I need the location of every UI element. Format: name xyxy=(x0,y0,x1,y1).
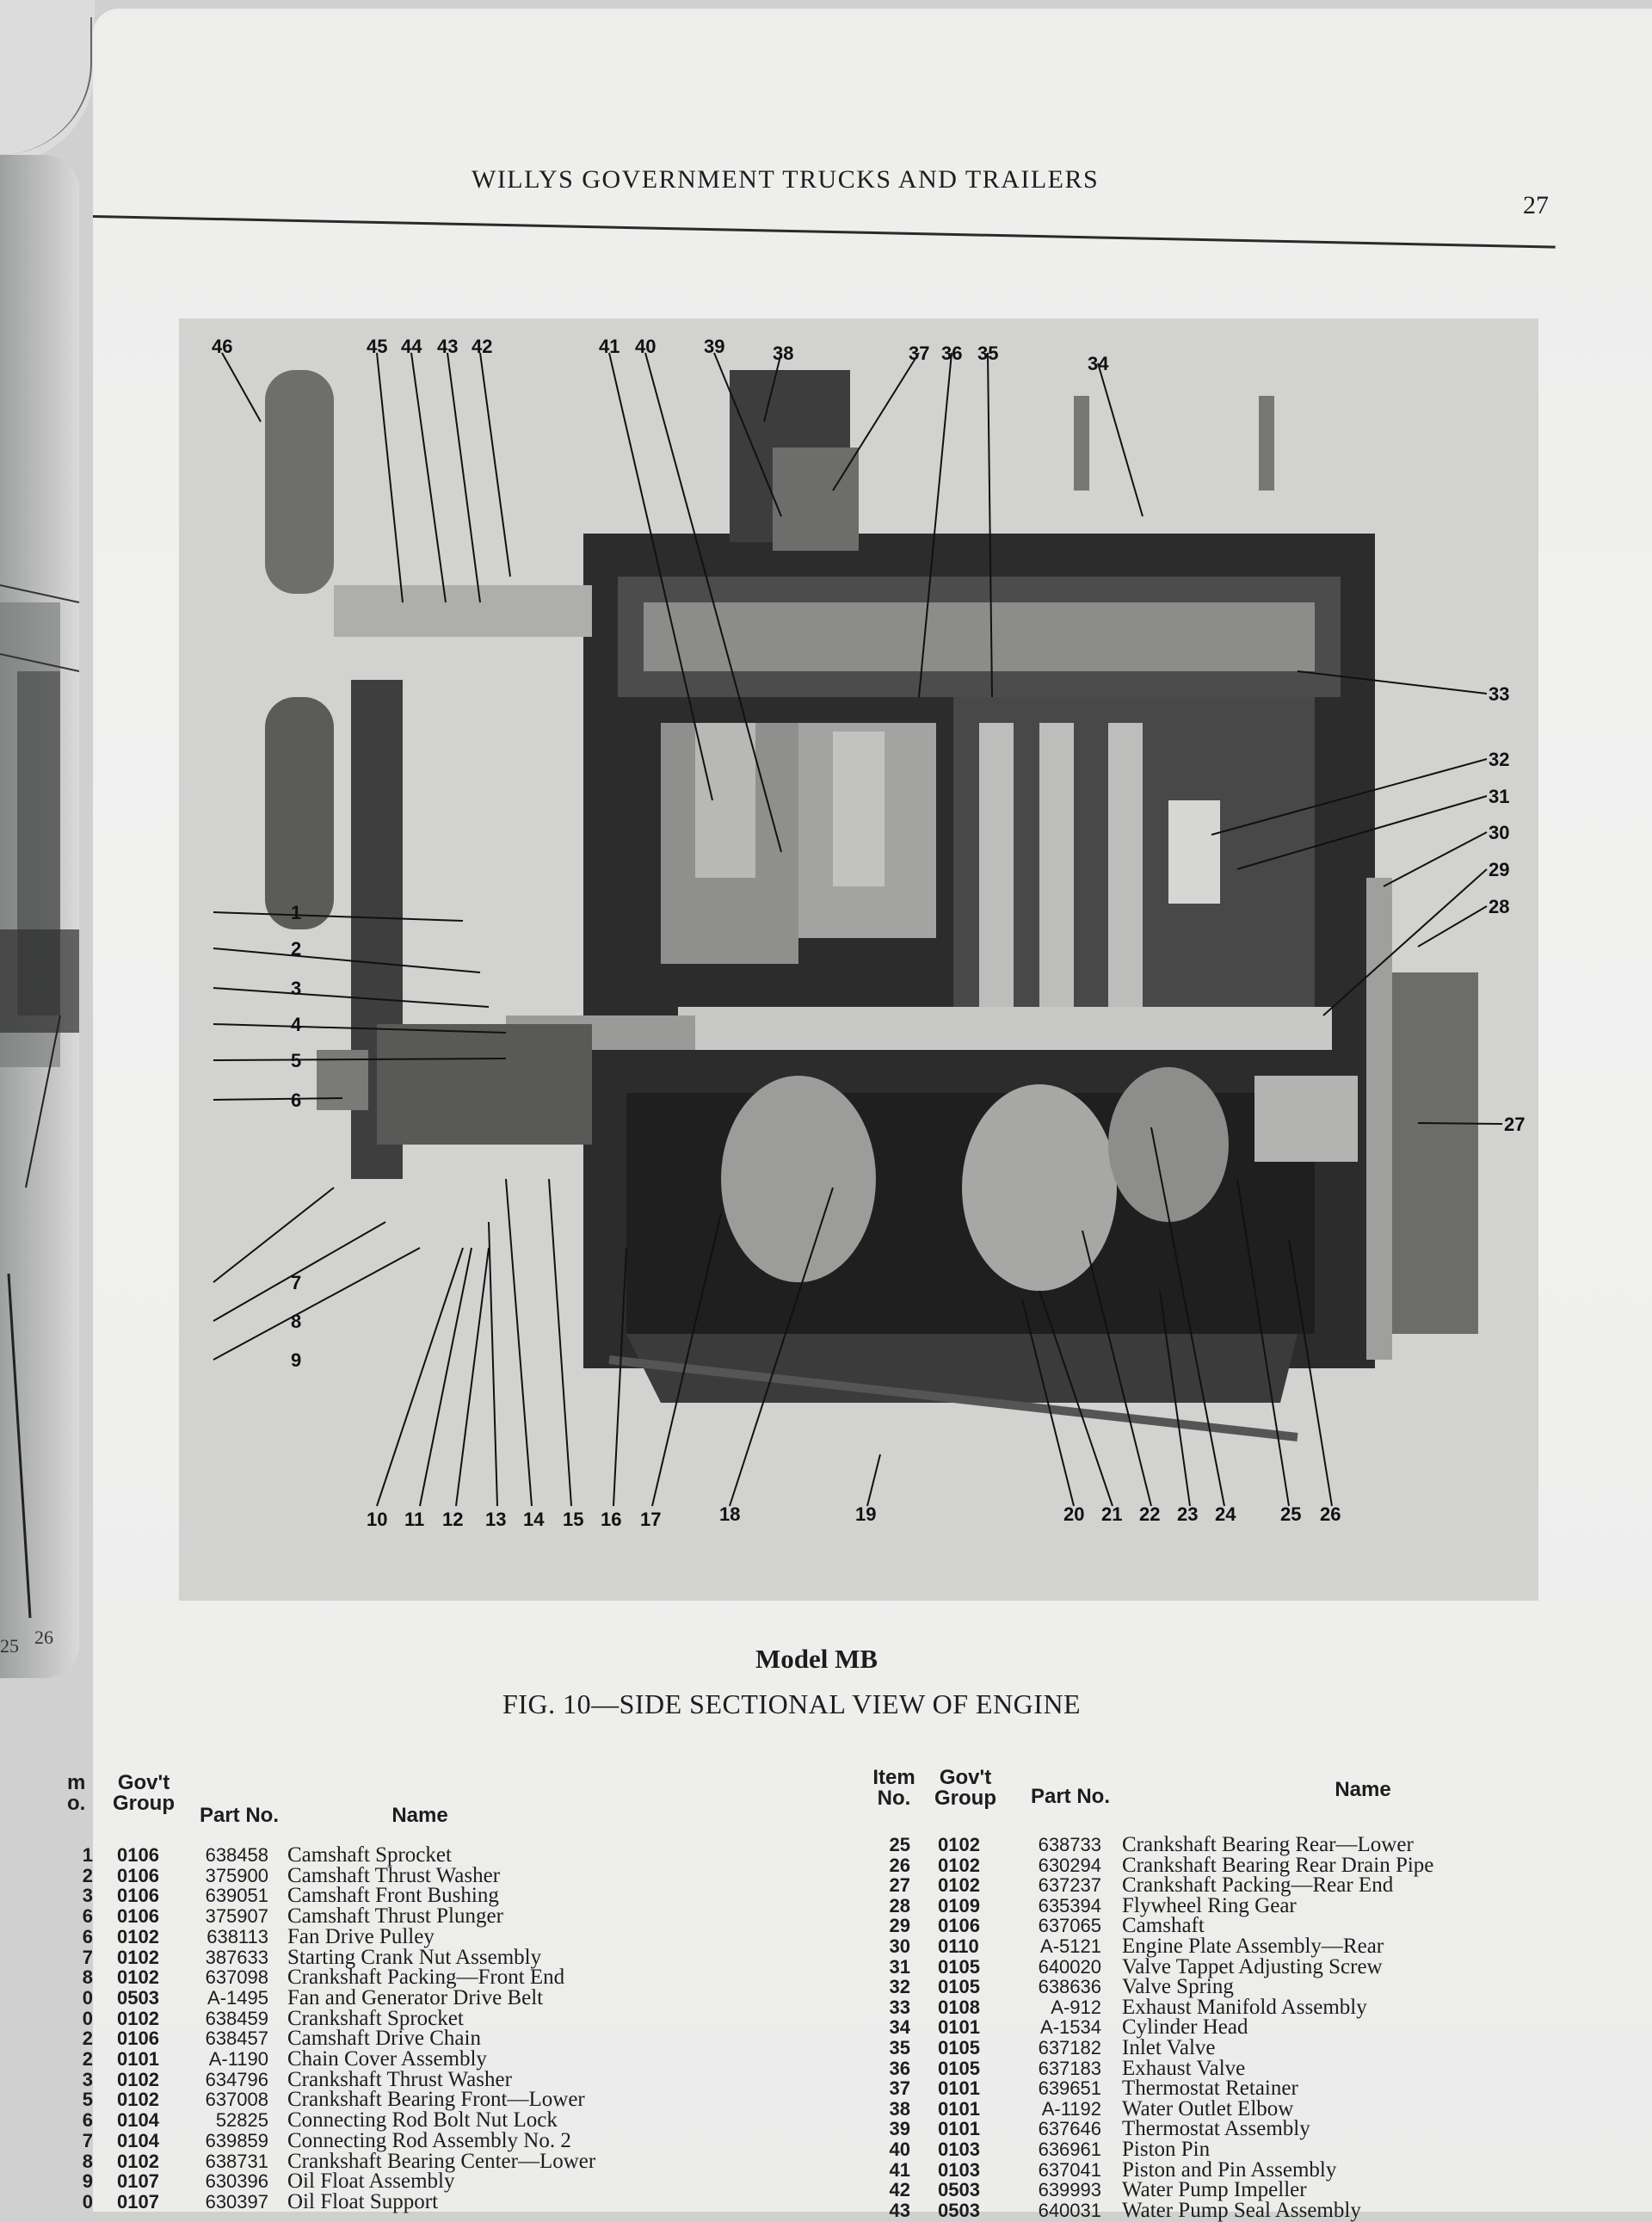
group-code: 0102 xyxy=(938,1874,980,1897)
part-number: 637065 xyxy=(1038,1915,1101,1937)
parts-table-right xyxy=(864,1766,1604,2222)
item-number: 38 xyxy=(889,2097,910,2120)
item-number: 31 xyxy=(889,1955,910,1978)
part-name: Camshaft Thrust Plunger xyxy=(287,1904,503,1929)
callout-label: 27 xyxy=(1504,1114,1526,1135)
group-code: 0101 xyxy=(938,2118,980,2140)
group-code: 0103 xyxy=(938,2139,980,2160)
group-code: 0106 xyxy=(938,1915,980,1937)
group-code: 0102 xyxy=(938,1854,980,1876)
header-govt: Gov't xyxy=(939,1766,992,1789)
group-code: 0102 xyxy=(117,2068,159,2090)
part-number: 637008 xyxy=(205,2089,268,2111)
part-number: 638733 xyxy=(1038,1834,1101,1855)
part-number: 640020 xyxy=(1038,1955,1101,1978)
parts-table-row xyxy=(864,2038,1604,2058)
parts-table-row xyxy=(864,2180,1604,2200)
item-number: 41 xyxy=(889,2158,910,2181)
group-code: 0503 xyxy=(938,2199,980,2221)
part-number: A-912 xyxy=(1051,1996,1101,2018)
parts-table-row xyxy=(67,2028,721,2049)
part-name: Starting Crank Nut Assembly xyxy=(287,1945,542,1969)
part-name: Crankshaft Packing—Rear End xyxy=(1122,1873,1394,1898)
parts-table-row xyxy=(67,2171,721,2192)
header-group: Group xyxy=(934,1787,996,1810)
callout-label: 36 xyxy=(941,343,963,364)
group-code: 0110 xyxy=(938,1935,979,1957)
parts-table-row xyxy=(864,1893,1604,1917)
header-item-no: No. xyxy=(877,1787,911,1810)
figure-model-label: Model MB xyxy=(755,1644,878,1674)
part-number: 640031 xyxy=(1038,2199,1101,2221)
parts-table-row xyxy=(67,1967,721,1988)
item-number: 1 xyxy=(82,1844,93,1866)
part-name: Chain Cover Assembly xyxy=(287,2047,487,2071)
part-number: 637646 xyxy=(1038,2118,1101,2140)
parts-table-row xyxy=(67,1924,721,1948)
part-number: 637041 xyxy=(1038,2158,1101,2181)
part-name: Fan and Generator Drive Belt xyxy=(287,1985,544,2009)
callout-label: 18 xyxy=(719,1503,741,1525)
part-number: 637183 xyxy=(1038,2057,1101,2079)
part-number: 630396 xyxy=(205,2170,268,2193)
parts-table-row xyxy=(864,1954,1604,1978)
item-number: 27 xyxy=(889,1874,910,1897)
header-part-no: Part No. xyxy=(1030,1785,1110,1808)
callout-label: 6 xyxy=(291,1089,302,1111)
callout-label: 25 xyxy=(1280,1503,1302,1525)
part-name: Thermostat Retainer xyxy=(1122,2077,1298,2101)
callout-label: 35 xyxy=(977,343,999,364)
part-name: Exhaust Valve xyxy=(1122,2056,1246,2080)
group-code: 0503 xyxy=(117,1986,159,2009)
item-number: 8 xyxy=(82,2150,93,2172)
group-code: 0102 xyxy=(117,2089,159,2111)
part-number: A-1495 xyxy=(207,1986,268,2009)
item-number: 42 xyxy=(889,2179,910,2201)
parts-table-row xyxy=(864,1977,1604,1997)
callout-label: 2 xyxy=(291,938,302,960)
group-code: 0109 xyxy=(938,1894,980,1916)
parts-table-row xyxy=(67,2189,721,2213)
callout-label: 9 xyxy=(291,1349,302,1371)
part-name: Engine Plate Assembly—Rear xyxy=(1122,1935,1384,1958)
parts-table-row xyxy=(864,2096,1604,2120)
item-number: 39 xyxy=(889,2118,910,2140)
parts-table-row xyxy=(864,2017,1604,2038)
item-number: 43 xyxy=(889,2199,910,2221)
header-name: Name xyxy=(391,1804,448,1827)
callout-label: 28 xyxy=(1489,896,1510,917)
part-number: 638457 xyxy=(205,2028,268,2050)
part-number: 375900 xyxy=(205,1864,268,1886)
item-number: 2 xyxy=(82,2028,93,2050)
engine-figure xyxy=(179,318,1538,1601)
parts-table-row xyxy=(864,2078,1604,2099)
header-group: Group xyxy=(113,1792,175,1815)
parts-table-row xyxy=(67,2110,721,2131)
part-number: 635394 xyxy=(1038,1894,1101,1916)
group-code: 0106 xyxy=(117,2028,159,2050)
item-number: 7 xyxy=(82,2129,93,2151)
item-number: 9 xyxy=(82,2170,93,2193)
callout-label: 5 xyxy=(291,1050,302,1071)
part-name: Oil Float Assembly xyxy=(287,2170,455,2194)
group-code: 0106 xyxy=(117,1905,159,1928)
part-name: Camshaft Front Bushing xyxy=(287,1884,499,1908)
part-name: Water Pump Seal Assembly xyxy=(1122,2198,1361,2222)
item-number: 7 xyxy=(82,1946,93,1968)
parts-table-row xyxy=(67,2151,721,2172)
group-code: 0108 xyxy=(938,1996,980,2018)
parts-table-row xyxy=(864,2200,1604,2221)
group-code: 0101 xyxy=(938,2077,980,2100)
header-rule xyxy=(93,215,1556,249)
item-number: 3 xyxy=(82,1885,93,1907)
engine-sectional-drawing xyxy=(179,318,1538,1601)
callout-label: 38 xyxy=(773,343,794,364)
callout-label: 20 xyxy=(1063,1503,1085,1525)
left-page-bottom-number: 26 xyxy=(34,1626,53,1648)
manual-page xyxy=(67,9,1652,2222)
parts-table-row xyxy=(67,2067,721,2091)
part-name: Camshaft xyxy=(1122,1914,1205,1938)
callout-label: 37 xyxy=(909,343,930,364)
part-number: 637182 xyxy=(1038,2037,1101,2058)
parts-table-row xyxy=(864,2157,1604,2182)
part-name: Valve Tappet Adjusting Screw xyxy=(1122,1954,1383,1978)
group-code: 0101 xyxy=(938,2097,980,2120)
group-code: 0104 xyxy=(117,2129,159,2151)
item-number: 2 xyxy=(82,2048,93,2070)
callout-label: 45 xyxy=(367,336,388,357)
part-number: 636961 xyxy=(1038,2139,1101,2160)
part-number: 630294 xyxy=(1038,1854,1101,1876)
callout-label: 10 xyxy=(367,1509,388,1530)
header-part-no: Part No. xyxy=(199,1804,279,1827)
item-number: 28 xyxy=(889,1894,910,1916)
callout-label: 17 xyxy=(640,1509,662,1530)
parts-table-row xyxy=(864,2139,1604,2160)
item-number: 6 xyxy=(82,2109,93,2132)
part-number: 634796 xyxy=(205,2068,268,2090)
group-code: 0102 xyxy=(117,1925,159,1947)
callout-label: 15 xyxy=(563,1509,584,1530)
part-number: A-1534 xyxy=(1040,2016,1101,2039)
group-code: 0101 xyxy=(117,2048,159,2070)
callout-label: 40 xyxy=(635,336,656,357)
header-name: Name xyxy=(1335,1778,1391,1801)
item-number: 2 xyxy=(82,1864,93,1886)
parts-table-row xyxy=(864,1875,1604,1896)
parts-table-row xyxy=(67,1845,721,1866)
parts-table-row xyxy=(67,2089,721,2110)
item-number: 0 xyxy=(82,2007,93,2029)
callout-label: 19 xyxy=(855,1503,877,1525)
part-number: 638459 xyxy=(205,2007,268,2029)
callout-label: 26 xyxy=(1320,1503,1341,1525)
callout-label: 7 xyxy=(291,1272,302,1293)
part-name: Crankshaft Bearing Rear—Lower xyxy=(1122,1833,1414,1856)
group-code: 0105 xyxy=(938,2037,980,2058)
callout-label: 43 xyxy=(437,336,459,357)
part-number: 639993 xyxy=(1038,2179,1101,2201)
part-number: 638113 xyxy=(206,1925,268,1947)
header-item-no: o. xyxy=(67,1792,86,1815)
item-number: 8 xyxy=(82,1966,93,1989)
callout-label: 44 xyxy=(401,336,422,357)
item-number: 37 xyxy=(889,2077,910,2100)
item-number: 34 xyxy=(889,2016,910,2039)
item-number: 35 xyxy=(889,2037,910,2058)
part-number: A-1192 xyxy=(1041,2097,1101,2120)
callout-label: 21 xyxy=(1101,1503,1123,1525)
group-code: 0106 xyxy=(117,1885,159,1907)
group-code: 0106 xyxy=(117,1864,159,1886)
previous-page-drawing xyxy=(0,155,79,1678)
parts-table-row xyxy=(67,1947,721,1968)
part-name: Crankshaft Bearing Rear Drain Pipe xyxy=(1122,1853,1434,1877)
part-name: Piston and Pin Assembly xyxy=(1122,2157,1337,2182)
part-number: 375907 xyxy=(205,1905,268,1928)
previous-page-edge xyxy=(0,155,79,1678)
callout-label: 23 xyxy=(1177,1503,1199,1525)
callout-label: 41 xyxy=(599,336,620,357)
part-number: A-5121 xyxy=(1040,1935,1101,1957)
group-code: 0105 xyxy=(938,2057,980,2079)
group-code: 0104 xyxy=(117,2109,159,2132)
callout-label: 30 xyxy=(1489,822,1510,843)
part-name: Crankshaft Bearing Center—Lower xyxy=(287,2149,596,2173)
callout-label: 46 xyxy=(212,336,233,357)
part-number: 638731 xyxy=(205,2150,268,2172)
part-number: 630397 xyxy=(205,2190,268,2213)
callout-label: 14 xyxy=(523,1509,545,1530)
group-code: 0105 xyxy=(938,1955,980,1978)
part-number: 52825 xyxy=(215,2109,268,2132)
callout-label: 32 xyxy=(1489,749,1510,770)
callout-label: 34 xyxy=(1088,353,1109,374)
part-name: Flywheel Ring Gear xyxy=(1122,1893,1297,1917)
callout-label: 24 xyxy=(1215,1503,1236,1525)
parts-table-row xyxy=(864,1835,1604,1855)
item-number: 25 xyxy=(889,1834,910,1855)
group-code: 0102 xyxy=(117,1946,159,1968)
part-name: Connecting Rod Assembly No. 2 xyxy=(287,2128,571,2152)
header-govt: Gov't xyxy=(117,1771,170,1794)
part-name: Exhaust Manifold Assembly xyxy=(1122,1995,1367,2019)
callout-label: 33 xyxy=(1489,683,1510,705)
part-name: Crankshaft Thrust Washer xyxy=(287,2067,512,2091)
header-item: m xyxy=(67,1771,86,1794)
group-code: 0102 xyxy=(938,1834,980,1855)
callout-label: 11 xyxy=(404,1509,425,1530)
group-code: 0102 xyxy=(117,1966,159,1989)
part-name: Inlet Valve xyxy=(1122,2036,1216,2059)
previous-page-corner xyxy=(0,0,95,164)
callout-label: 29 xyxy=(1489,859,1510,880)
left-page-bottom-number: 25 xyxy=(0,1635,19,1657)
part-number: 637098 xyxy=(205,1966,268,1989)
item-number: 30 xyxy=(889,1935,910,1957)
callout-label: 39 xyxy=(704,336,725,357)
part-name: Piston Pin xyxy=(1122,2138,1211,2161)
parts-table-row xyxy=(67,1985,721,2009)
callout-label: 13 xyxy=(485,1509,507,1530)
parts-table-row xyxy=(864,1916,1604,1936)
figure-caption: FIG. 10—SIDE SECTIONAL VIEW OF ENGINE xyxy=(502,1688,1082,1719)
group-code: 0107 xyxy=(117,2190,159,2213)
part-number: 638458 xyxy=(205,1844,268,1866)
part-name: Water Pump Impeller xyxy=(1122,2178,1307,2202)
item-number: 29 xyxy=(889,1915,910,1937)
part-name: Fan Drive Pulley xyxy=(287,1924,435,1948)
parts-table-row xyxy=(864,2058,1604,2079)
group-code: 0106 xyxy=(117,1844,159,1866)
parts-table-row xyxy=(67,1906,721,1927)
group-code: 0102 xyxy=(117,2150,159,2172)
item-number: 0 xyxy=(82,2190,93,2213)
part-name: Cylinder Head xyxy=(1122,2015,1248,2040)
item-number: 5 xyxy=(82,2089,93,2111)
item-number: 36 xyxy=(889,2057,910,2079)
callout-label: 3 xyxy=(291,978,302,999)
part-name: Crankshaft Bearing Front—Lower xyxy=(287,2088,585,2112)
part-number: 639651 xyxy=(1038,2077,1101,2100)
running-head: WILLYS GOVERNMENT TRUCKS AND TRAILERS xyxy=(472,165,1100,194)
part-number: 637237 xyxy=(1038,1874,1101,1897)
part-name: Valve Spring xyxy=(1122,1975,1234,1999)
callout-label: 31 xyxy=(1489,786,1510,807)
parts-table-row xyxy=(864,1936,1604,1957)
part-number: 387633 xyxy=(205,1946,268,1968)
part-name: Camshaft Sprocket xyxy=(287,1843,452,1867)
part-name: Oil Float Support xyxy=(287,2189,439,2213)
parts-table-row xyxy=(67,1886,721,1906)
callout-label: 22 xyxy=(1139,1503,1161,1525)
item-number: 33 xyxy=(889,1996,910,2018)
callout-label: 12 xyxy=(442,1509,464,1530)
group-code: 0103 xyxy=(938,2158,980,2181)
callout-label: 8 xyxy=(291,1311,302,1332)
parts-table-row xyxy=(864,2119,1604,2139)
item-number: 0 xyxy=(82,1986,93,2009)
item-number: 3 xyxy=(82,2068,93,2090)
part-name: Water Outlet Elbow xyxy=(1122,2096,1294,2120)
callout-label: 4 xyxy=(291,1014,302,1035)
part-name: Camshaft Thrust Washer xyxy=(287,1863,501,1887)
header-item: Item xyxy=(872,1766,915,1789)
parts-table-row xyxy=(864,1855,1604,1876)
group-code: 0107 xyxy=(117,2170,159,2193)
part-name: Crankshaft Sprocket xyxy=(287,2006,464,2030)
parts-table-left xyxy=(67,1771,721,2213)
parts-table-row xyxy=(67,2006,721,2030)
group-code: 0503 xyxy=(938,2179,980,2201)
callout-label: 42 xyxy=(472,336,493,357)
part-number: A-1190 xyxy=(208,2048,268,2070)
part-name: Connecting Rod Bolt Nut Lock xyxy=(287,2108,558,2133)
callout-label: 16 xyxy=(601,1509,622,1530)
parts-table-row xyxy=(67,2128,721,2152)
group-code: 0101 xyxy=(938,2016,980,2039)
part-name: Thermostat Assembly xyxy=(1122,2117,1310,2141)
part-number: 639051 xyxy=(205,1885,268,1907)
page-number: 27 xyxy=(1523,191,1549,219)
item-number: 32 xyxy=(889,1976,910,1998)
group-code: 0105 xyxy=(938,1976,980,1998)
part-name: Crankshaft Packing—Front End xyxy=(287,1966,565,1990)
callout-label: 1 xyxy=(291,902,302,923)
parts-table-row xyxy=(67,1863,721,1887)
item-number: 6 xyxy=(82,1925,93,1947)
part-number: 639859 xyxy=(205,2129,268,2151)
part-name: Camshaft Drive Chain xyxy=(287,2027,481,2051)
parts-table-row xyxy=(864,1997,1604,2018)
item-number: 6 xyxy=(82,1905,93,1928)
item-number: 26 xyxy=(889,1854,910,1876)
group-code: 0102 xyxy=(117,2007,159,2029)
parts-table-row xyxy=(67,2049,721,2070)
part-number: 638636 xyxy=(1038,1976,1101,1998)
item-number: 40 xyxy=(889,2139,910,2160)
